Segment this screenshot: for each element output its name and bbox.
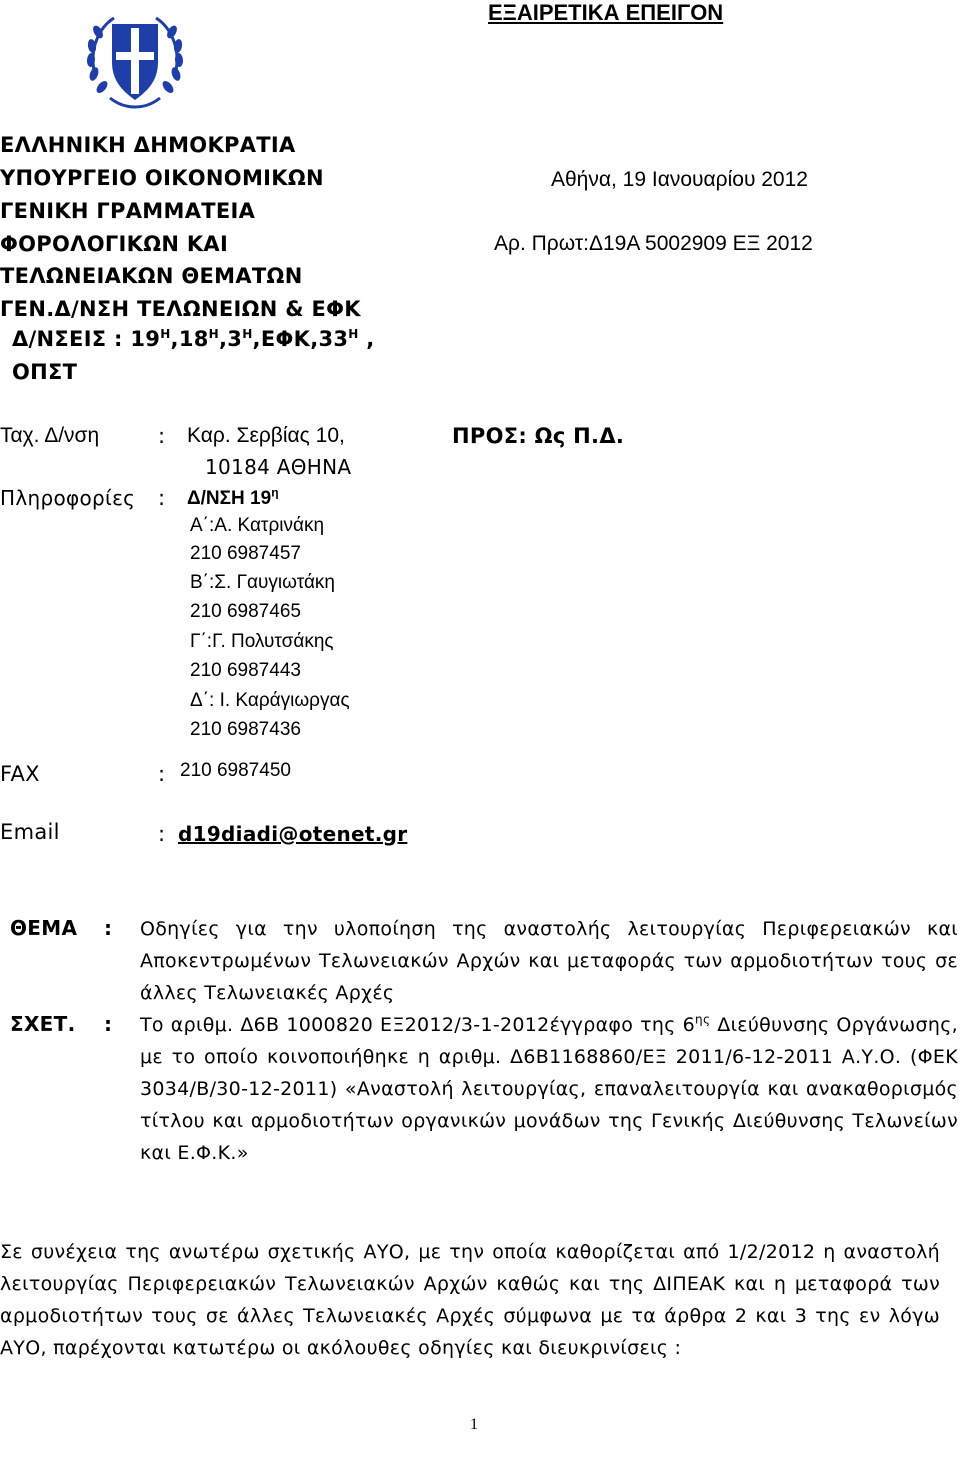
- contact-a-name: Α΄:Α. Κατρινάκη: [190, 515, 325, 536]
- header-line-2: ΥΠΟΥΡΓΕΙΟ ΟΙΚΟΝΟΜΙΚΩΝ: [0, 166, 324, 190]
- header-line-1: ΕΛΛΗΝΙΚΗ ΔΗΜΟΚΡΑΤΙΑ: [0, 133, 296, 157]
- info-colon: :: [158, 486, 166, 510]
- reference-colon: :: [104, 1012, 113, 1036]
- contact-b-phone: 210 6987465: [190, 601, 301, 622]
- contact-d-name: Δ΄: Ι. Καράγιωργας: [190, 690, 350, 711]
- email-link[interactable]: d19diadi@otenet.gr: [178, 822, 408, 846]
- contact-a-phone: 210 6987457: [190, 543, 301, 564]
- header-line-4: ΦΟΡΟΛΟΓΙΚΩΝ ΚΑΙ: [0, 232, 229, 256]
- date-line: Αθήνα, 19 Ιανουαρίου 2012: [551, 168, 808, 191]
- reference-text: Το αριθμ. Δ6Β 1000820 ΕΞ2012/3-1-2012έγγραφο της $6^{\eta\varsigma}$ Διεύθυνσης Οργάνωσης, με το οποίο κοινοποιήθηκε η αριθμ. Δ6Β1168860/ΕΞ 2011/6-12-2011 Α.Υ.Ο. (ΦΕΚ 3034/Β/30-12-2011) «Αναστολή λειτουργίας, επαναλειτουργία και ανακαθορισμός τίτλου και αρμοδιοτήτων οργανικών μονάδων της Γενικής Διεύθυνσης Τελωνείων και Ε.Φ.Κ.»: [140, 1012, 958, 1164]
- recipient: ΠΡΟΣ: Ως Π.Δ.: [452, 424, 625, 448]
- page-number: 1: [470, 1416, 478, 1433]
- header-line-3: ΓΕΝΙΚΗ ΓΡΑΜΜΑΤΕΙΑ: [0, 199, 256, 223]
- email-colon: :: [158, 822, 166, 846]
- info-department: Δ/ΝΣΗ $19^\eta$: [187, 485, 279, 509]
- greek-emblem-icon: [80, 10, 190, 114]
- header-line-7: Δ/ΝΣΕΙΣ : $19^H,18^H,3^H,E\Phi K,33^H$ ,: [12, 327, 375, 351]
- protocol-number: Αρ. Πρωτ:Δ19Α 5002909 ΕΞ 2012: [494, 232, 813, 255]
- header-line-8: ΟΠΣΤ: [12, 360, 78, 384]
- body-paragraph: Σε συνέχεια της ανωτέρω σχετικής ΑΥΟ, με την οποία καθορίζεται από 1/2/2012 η αναστολή λειτουργίας Περιφερειακών Τελωνειακών Αρχών καθώς και της ΔΙΠΕΑΚ και η μεταφορά των αρμοδιοτήτων τους σε άλλες Τελωνειακές Αρχές σύμφωνα με τα άρθρα 2 και 3 της εν λόγω ΑΥΟ, παρέχονται κατωτέρω οι ακόλουθες οδηγίες και διευκρινίσεις :: [0, 1241, 940, 1359]
- contact-c-name: Γ΄:Γ. Πολυτσάκης: [190, 631, 334, 652]
- subject-colon: :: [104, 916, 113, 940]
- subject-label: ΘΕΜΑ: [10, 916, 78, 940]
- reference-label: ΣΧΕΤ.: [10, 1012, 76, 1036]
- contact-b-name: Β΄:Σ. Γαυγιωτάκη: [190, 572, 335, 593]
- info-label: Πληροφορίες: [0, 486, 136, 510]
- address-line-1: Καρ. Σερβίας 10,: [187, 424, 345, 447]
- urgent-label: ΕΞΑΙΡΕΤΙΚΑ ΕΠΕΙΓΟΝ: [488, 0, 724, 25]
- address-line-2: 10184 ΑΘΗΝΑ: [205, 455, 352, 479]
- header-line-5: ΤΕΛΩΝΕΙΑΚΩΝ ΘΕΜΑΤΩΝ: [0, 264, 303, 288]
- email-label: Email: [0, 820, 60, 844]
- fax-number: 210 6987450: [180, 760, 291, 781]
- address-colon: :: [158, 424, 166, 448]
- address-label: Ταχ. Δ/νση: [0, 424, 100, 447]
- subject-text: Οδηγίες για την υλοποίηση της αναστολής λειτουργίας Περιφερειακών και Αποκεντρωμένων Τελωνειακών Αρχών και μεταφοράς των αρμοδιοτήτων τους σε άλλες Τελωνειακές Αρχές: [140, 918, 958, 1004]
- header-line-6: ΓΕΝ.Δ/ΝΣΗ ΤΕΛΩΝΕΙΩΝ & ΕΦΚ: [0, 297, 361, 321]
- contact-c-phone: 210 6987443: [190, 660, 301, 681]
- fax-label: FAX: [0, 762, 40, 786]
- contact-d-phone: 210 6987436: [190, 719, 301, 740]
- fax-colon: :: [158, 762, 166, 786]
